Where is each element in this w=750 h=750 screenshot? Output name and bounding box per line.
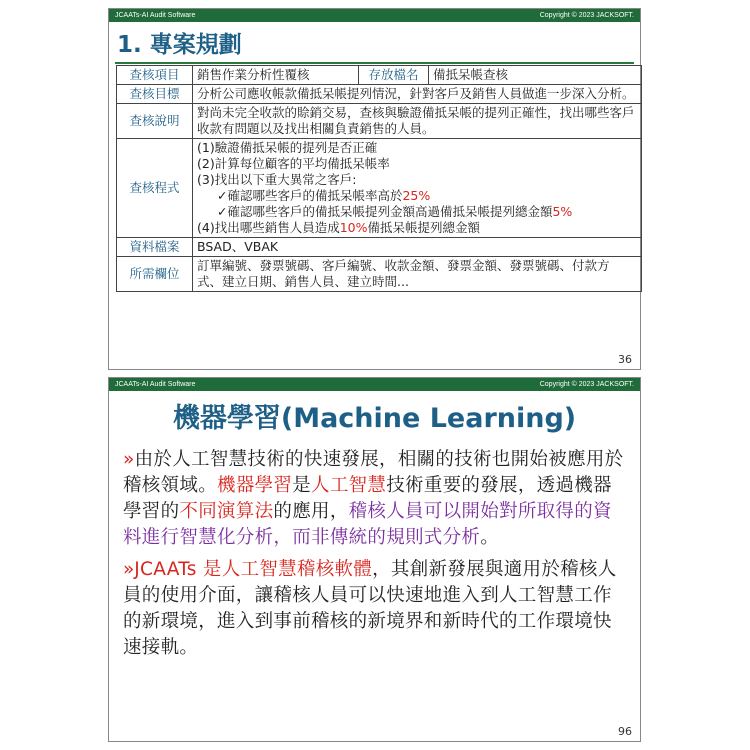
audit-plan-table	[116, 65, 642, 292]
label-store-file: 存放檔名	[359, 66, 429, 85]
table-row	[117, 66, 642, 85]
slide-project-planning	[108, 8, 641, 370]
label-audit-item: 查核項目	[117, 66, 193, 85]
label-data-files: 資料檔案	[117, 238, 193, 257]
table-row	[117, 257, 642, 292]
para1-highlight-auditors: 稽核人員可以開始對所取得的資料進行智慧化分析，而非傳統的規則式分析	[123, 501, 612, 548]
paragraph-ml-intro	[123, 447, 626, 551]
para1-text-i: 。	[480, 527, 500, 548]
label-required-fields: 所需欄位	[117, 257, 193, 292]
value-audit-desc: 對尚未完全收款的賒銷交易，查核與驗證備抵呆帳的提列正確性，找出哪些客戶收款有問題以及找出相關負責銷售的人員。	[193, 104, 642, 139]
bullet-arrow: »	[123, 559, 135, 580]
value-store-file: 備抵呆帳查核	[429, 66, 642, 85]
step-3a-percent: 25%	[402, 188, 431, 203]
page-number: 36	[618, 353, 632, 366]
procedure-step-3: (3)找出以下重大異常之客戶:	[197, 172, 357, 187]
label-audit-procedure: 查核程式	[117, 139, 193, 238]
value-data-files: BSAD、VBAK	[193, 238, 642, 257]
slide-machine-learning	[108, 377, 641, 742]
label-audit-desc: 查核說明	[117, 104, 193, 139]
procedure-step-3b	[197, 204, 637, 220]
step-4-pre: (4)找出哪些銷售人員造成	[197, 220, 340, 235]
paragraph-jcaats	[123, 557, 626, 661]
value-audit-procedure	[193, 139, 642, 238]
table-row	[117, 139, 642, 238]
value-audit-item: 銷售作業分析性覆核	[193, 66, 359, 85]
header-brand: JCAATs-AI Audit Software	[115, 12, 196, 19]
table-row	[117, 85, 642, 104]
slide-title: 機器學習(Machine Learning)	[172, 403, 577, 434]
para1-highlight-algorithms: 不同演算法	[179, 501, 274, 522]
step-3a-text: ✓確認哪些客戶的備抵呆帳率高於	[217, 188, 403, 203]
page-number: 96	[618, 725, 632, 738]
value-required-fields: 訂單編號、發票號碼、客戶編號、收款金額、發票金額、發票號碼、付款方式、建立日期、銷售人員、建立時間...	[193, 257, 642, 292]
step-4-post: 備抵呆帳提列總金額	[367, 220, 481, 235]
step-3b-text: ✓確認哪些客戶的備抵呆帳提列金額高過備抵呆帳提列總金額	[217, 204, 553, 219]
table-row	[117, 104, 642, 139]
slide-header-bar	[109, 9, 640, 22]
procedure-step-4	[197, 220, 637, 236]
table-row	[117, 238, 642, 257]
procedure-step-3a	[197, 188, 637, 204]
slide-title: 1. 專案規劃	[117, 32, 242, 58]
label-audit-goal: 查核目標	[117, 85, 193, 104]
para2-highlight-jcaats: JCAATs 是人工智慧稽核軟體	[134, 559, 373, 580]
title-underline	[115, 62, 634, 64]
header-copyright: Copyright © 2023 JACKSOFT.	[539, 12, 634, 19]
bullet-arrow: »	[123, 449, 135, 470]
header-copyright: Copyright © 2023 JACKSOFT.	[539, 381, 634, 388]
slide-header-bar	[109, 378, 640, 391]
procedure-step-2: (2)計算每位顧客的平均備抵呆帳率	[197, 156, 390, 171]
para1-text-a: 由於人工智慧技術的快速發展，相關的技術也開始被應用於稽核領域。	[123, 449, 624, 496]
para1-highlight-ai: 人工智慧	[311, 475, 387, 496]
para1-text-e: 技術重要的發展，透過機器學習的	[123, 475, 612, 522]
para1-text-g: 的應用，	[273, 501, 349, 522]
procedure-step-1: (1)驗證備抵呆帳的提列是否正確	[197, 140, 378, 155]
para1-text-c: 是	[292, 475, 312, 496]
step-3b-percent: 5%	[552, 204, 573, 219]
value-audit-goal: 分析公司應收帳款備抵呆帳提列情況，針對客戶及銷售人員做進一步深入分析。	[193, 85, 642, 104]
para1-highlight-ml: 機器學習	[217, 475, 293, 496]
para2-text-b: ，其創新發展與適用於稽核人員的使用介面，讓稽核人員可以快速地進入到人工智慧工作的新環境，進入到事前稽核的新境界和新時代的工作環境快速接軌。	[123, 559, 617, 658]
header-brand: JCAATs-AI Audit Software	[115, 381, 196, 388]
step-4-percent: 10%	[339, 220, 368, 235]
